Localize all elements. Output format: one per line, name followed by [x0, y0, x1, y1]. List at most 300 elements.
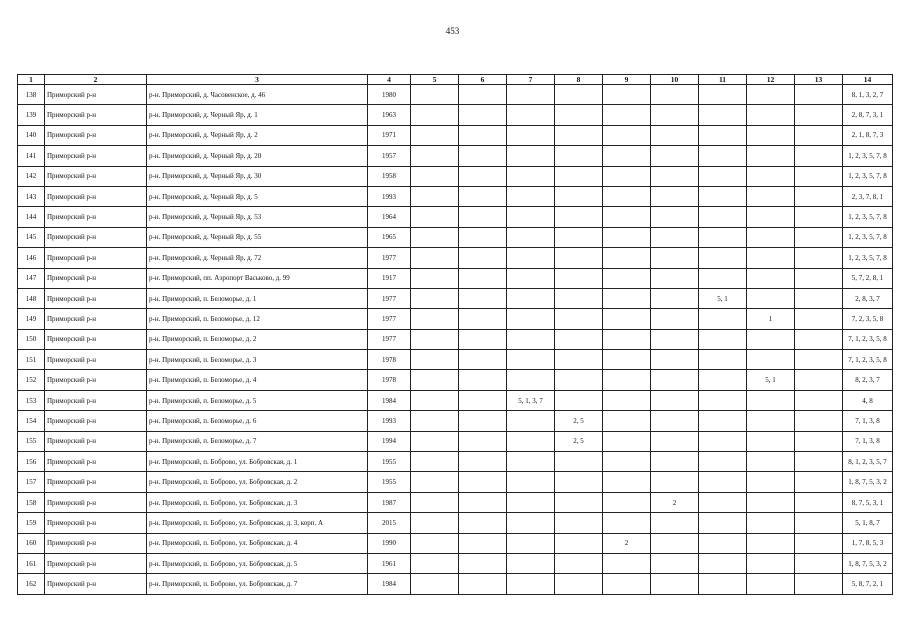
column-header: 12	[747, 75, 795, 85]
col12-cell	[747, 513, 795, 533]
column-header: 3	[147, 75, 368, 85]
col7-cell	[507, 166, 555, 186]
col7-cell	[507, 574, 555, 594]
col7-cell	[507, 533, 555, 553]
col5-cell	[411, 390, 459, 410]
col8-cell	[555, 533, 603, 553]
col7-cell	[507, 288, 555, 308]
table-row	[18, 411, 893, 431]
col7-cell	[507, 268, 555, 288]
col12-cell	[747, 350, 795, 370]
row-number-cell: 152	[18, 370, 45, 390]
col8-cell	[555, 248, 603, 268]
year-cell: 1977	[368, 329, 411, 349]
col14-cell: 7, 1, 3, 8	[843, 411, 893, 431]
col6-cell	[459, 472, 507, 492]
col13-cell	[795, 85, 843, 105]
col13-cell	[795, 492, 843, 512]
col14-cell: 7, 1, 2, 3, 5, 8	[843, 350, 893, 370]
table-row	[18, 472, 893, 492]
col8-cell	[555, 207, 603, 227]
col11-cell	[699, 166, 747, 186]
table-row	[18, 309, 893, 329]
registry-table	[17, 74, 893, 595]
row-number-cell: 144	[18, 207, 45, 227]
row-number-cell: 160	[18, 533, 45, 553]
year-cell: 1965	[368, 227, 411, 247]
table-row	[18, 186, 893, 206]
col6-cell	[459, 370, 507, 390]
year-cell: 1964	[368, 207, 411, 227]
col14-cell: 5, 7, 2, 8, 1	[843, 268, 893, 288]
col8-cell	[555, 452, 603, 472]
col8-cell	[555, 125, 603, 145]
col5-cell	[411, 207, 459, 227]
col13-cell	[795, 268, 843, 288]
col12-cell	[747, 472, 795, 492]
col14-cell: 5, 1, 8, 7	[843, 513, 893, 533]
address-cell: р-н. Приморский, д. Черный Яр, д. 1	[147, 105, 368, 125]
col13-cell	[795, 411, 843, 431]
year-cell: 1978	[368, 350, 411, 370]
col12-cell	[747, 207, 795, 227]
address-cell: р-н. Приморский, п. Беломорье, д. 4	[147, 370, 368, 390]
row-number-cell: 155	[18, 431, 45, 451]
col12-cell: 5, 1	[747, 370, 795, 390]
year-cell: 1984	[368, 574, 411, 594]
col11-cell	[699, 248, 747, 268]
col14-cell: 1, 8, 7, 5, 3, 2	[843, 472, 893, 492]
row-number-cell: 140	[18, 125, 45, 145]
col7-cell: 5, 1, 3, 7	[507, 390, 555, 410]
col9-cell	[603, 166, 651, 186]
col13-cell	[795, 146, 843, 166]
col8-cell	[555, 105, 603, 125]
col14-cell: 8, 1, 2, 3, 5, 7	[843, 452, 893, 472]
year-cell: 1977	[368, 309, 411, 329]
col6-cell	[459, 207, 507, 227]
col10-cell	[651, 105, 699, 125]
col14-cell: 1, 2, 3, 5, 7, 8	[843, 248, 893, 268]
col12-cell	[747, 227, 795, 247]
col10-cell	[651, 288, 699, 308]
col8-cell	[555, 329, 603, 349]
district-cell: Приморский р-н	[45, 390, 147, 410]
col13-cell	[795, 574, 843, 594]
address-cell: р-н. Приморский, д. Черный Яр, д. 55	[147, 227, 368, 247]
col14-cell: 1, 2, 3, 5, 7, 8	[843, 227, 893, 247]
col11-cell	[699, 105, 747, 125]
year-cell: 1971	[368, 125, 411, 145]
col14-cell: 7, 1, 2, 3, 5, 8	[843, 329, 893, 349]
col9-cell	[603, 248, 651, 268]
district-cell: Приморский р-н	[45, 186, 147, 206]
col9-cell	[603, 105, 651, 125]
year-cell: 1977	[368, 248, 411, 268]
col12-cell	[747, 533, 795, 553]
col12-cell: 1	[747, 309, 795, 329]
col10-cell	[651, 431, 699, 451]
col8-cell	[555, 390, 603, 410]
col5-cell	[411, 533, 459, 553]
year-cell: 2015	[368, 513, 411, 533]
col14-cell: 2, 8, 7, 3, 1	[843, 105, 893, 125]
row-number-cell: 142	[18, 166, 45, 186]
col13-cell	[795, 125, 843, 145]
year-cell: 1961	[368, 553, 411, 573]
col13-cell	[795, 472, 843, 492]
col12-cell	[747, 452, 795, 472]
table-row	[18, 574, 893, 594]
col6-cell	[459, 268, 507, 288]
year-cell: 1980	[368, 85, 411, 105]
col14-cell: 1, 8, 7, 5, 3, 2	[843, 553, 893, 573]
col9-cell	[603, 411, 651, 431]
col14-cell: 8, 7, 5, 3, 1	[843, 492, 893, 512]
col7-cell	[507, 329, 555, 349]
col13-cell	[795, 166, 843, 186]
row-number-cell: 147	[18, 268, 45, 288]
row-number-cell: 159	[18, 513, 45, 533]
year-cell: 1977	[368, 288, 411, 308]
header-row	[18, 75, 893, 85]
col6-cell	[459, 248, 507, 268]
col13-cell	[795, 309, 843, 329]
col9-cell	[603, 472, 651, 492]
col11-cell	[699, 85, 747, 105]
col5-cell	[411, 472, 459, 492]
district-cell: Приморский р-н	[45, 329, 147, 349]
col12-cell	[747, 166, 795, 186]
district-cell: Приморский р-н	[45, 370, 147, 390]
col9-cell	[603, 492, 651, 512]
col11-cell	[699, 146, 747, 166]
table-row	[18, 492, 893, 512]
year-cell: 1978	[368, 370, 411, 390]
col5-cell	[411, 105, 459, 125]
col8-cell	[555, 370, 603, 390]
row-number-cell: 139	[18, 105, 45, 125]
col5-cell	[411, 125, 459, 145]
column-header: 5	[411, 75, 459, 85]
table-row	[18, 533, 893, 553]
col14-cell: 2, 3, 7, 8, 1	[843, 186, 893, 206]
table-row	[18, 553, 893, 573]
col6-cell	[459, 513, 507, 533]
col10-cell	[651, 390, 699, 410]
column-header: 8	[555, 75, 603, 85]
col10-cell	[651, 533, 699, 553]
col11-cell	[699, 227, 747, 247]
col8-cell	[555, 472, 603, 492]
col5-cell	[411, 166, 459, 186]
col7-cell	[507, 85, 555, 105]
col5-cell	[411, 350, 459, 370]
col9-cell	[603, 513, 651, 533]
column-header: 11	[699, 75, 747, 85]
table-row	[18, 431, 893, 451]
col12-cell	[747, 390, 795, 410]
col5-cell	[411, 288, 459, 308]
col8-cell: 2, 5	[555, 411, 603, 431]
table-row	[18, 166, 893, 186]
address-cell: р-н. Приморский, пп. Аэропорт Васьково, д. 99	[147, 268, 368, 288]
col11-cell	[699, 513, 747, 533]
district-cell: Приморский р-н	[45, 452, 147, 472]
district-cell: Приморский р-н	[45, 513, 147, 533]
col13-cell	[795, 533, 843, 553]
col11-cell	[699, 370, 747, 390]
year-cell: 1994	[368, 431, 411, 451]
col7-cell	[507, 309, 555, 329]
col10-cell	[651, 411, 699, 431]
row-number-cell: 153	[18, 390, 45, 410]
col12-cell	[747, 574, 795, 594]
col9-cell	[603, 370, 651, 390]
col12-cell	[747, 492, 795, 512]
col9-cell	[603, 329, 651, 349]
col12-cell	[747, 186, 795, 206]
col11-cell	[699, 125, 747, 145]
col11-cell: 5, 1	[699, 288, 747, 308]
col14-cell: 8, 2, 3, 7	[843, 370, 893, 390]
district-cell: Приморский р-н	[45, 574, 147, 594]
table-row	[18, 452, 893, 472]
col7-cell	[507, 370, 555, 390]
col13-cell	[795, 329, 843, 349]
col6-cell	[459, 288, 507, 308]
col10-cell	[651, 207, 699, 227]
column-header: 1	[18, 75, 45, 85]
col11-cell	[699, 207, 747, 227]
col6-cell	[459, 125, 507, 145]
col8-cell	[555, 268, 603, 288]
col12-cell	[747, 146, 795, 166]
table-body	[18, 85, 893, 595]
col11-cell	[699, 492, 747, 512]
col9-cell	[603, 553, 651, 573]
row-number-cell: 145	[18, 227, 45, 247]
col5-cell	[411, 553, 459, 573]
col8-cell	[555, 288, 603, 308]
col9-cell	[603, 146, 651, 166]
row-number-cell: 143	[18, 186, 45, 206]
col6-cell	[459, 390, 507, 410]
column-header: 14	[843, 75, 893, 85]
address-cell: р-н. Приморский, п. Беломорье, д. 2	[147, 329, 368, 349]
col6-cell	[459, 574, 507, 594]
col7-cell	[507, 472, 555, 492]
col11-cell	[699, 431, 747, 451]
col6-cell	[459, 533, 507, 553]
table-row	[18, 146, 893, 166]
district-cell: Приморский р-н	[45, 350, 147, 370]
col10-cell: 2	[651, 492, 699, 512]
table-row	[18, 207, 893, 227]
row-number-cell: 138	[18, 85, 45, 105]
col10-cell	[651, 452, 699, 472]
col5-cell	[411, 146, 459, 166]
col9-cell	[603, 574, 651, 594]
col11-cell	[699, 186, 747, 206]
col8-cell	[555, 186, 603, 206]
col5-cell	[411, 227, 459, 247]
address-cell: р-н. Приморский, д. Черный Яр, д. 30	[147, 166, 368, 186]
row-number-cell: 158	[18, 492, 45, 512]
year-cell: 1955	[368, 472, 411, 492]
district-cell: Приморский р-н	[45, 125, 147, 145]
address-cell: р-н. Приморский, п. Беломорье, д. 1	[147, 288, 368, 308]
col11-cell	[699, 574, 747, 594]
col9-cell	[603, 431, 651, 451]
col9-cell	[603, 452, 651, 472]
col6-cell	[459, 186, 507, 206]
col14-cell: 1, 2, 3, 5, 7, 8	[843, 166, 893, 186]
table-row	[18, 513, 893, 533]
table-row	[18, 370, 893, 390]
address-cell: р-н. Приморский, п. Беломорье, д. 5	[147, 390, 368, 410]
district-cell: Приморский р-н	[45, 553, 147, 573]
col9-cell	[603, 268, 651, 288]
col13-cell	[795, 288, 843, 308]
address-cell: р-н. Приморский, д. Черный Яр, д. 20	[147, 146, 368, 166]
col9-cell	[603, 207, 651, 227]
col14-cell: 4, 8	[843, 390, 893, 410]
col10-cell	[651, 186, 699, 206]
col8-cell	[555, 350, 603, 370]
column-header: 4	[368, 75, 411, 85]
col8-cell	[555, 492, 603, 512]
col10-cell	[651, 166, 699, 186]
col8-cell: 2, 5	[555, 431, 603, 451]
col10-cell	[651, 227, 699, 247]
col7-cell	[507, 186, 555, 206]
district-cell: Приморский р-н	[45, 105, 147, 125]
col12-cell	[747, 329, 795, 349]
address-cell: р-н. Приморский, п. Беломорье, д. 6	[147, 411, 368, 431]
col14-cell: 2, 8, 3, 7	[843, 288, 893, 308]
col5-cell	[411, 85, 459, 105]
col14-cell: 1, 2, 3, 5, 7, 8	[843, 207, 893, 227]
row-number-cell: 156	[18, 452, 45, 472]
col8-cell	[555, 146, 603, 166]
col7-cell	[507, 227, 555, 247]
address-cell: р-н. Приморский, п. Боброво, ул. Бобровская, д. 7	[147, 574, 368, 594]
col11-cell	[699, 553, 747, 573]
col12-cell	[747, 125, 795, 145]
col12-cell	[747, 553, 795, 573]
col9-cell	[603, 309, 651, 329]
col14-cell: 2, 1, 8, 7, 3	[843, 125, 893, 145]
col9-cell	[603, 186, 651, 206]
district-cell: Приморский р-н	[45, 411, 147, 431]
col13-cell	[795, 207, 843, 227]
address-cell: р-н. Приморский, п. Боброво, ул. Бобровская, д. 2	[147, 472, 368, 492]
col9-cell	[603, 125, 651, 145]
col13-cell	[795, 513, 843, 533]
col7-cell	[507, 513, 555, 533]
year-cell: 1993	[368, 186, 411, 206]
col7-cell	[507, 125, 555, 145]
col6-cell	[459, 85, 507, 105]
district-cell: Приморский р-н	[45, 472, 147, 492]
address-cell: р-н. Приморский, п. Боброво, ул. Бобровская, д. 5	[147, 553, 368, 573]
col9-cell	[603, 350, 651, 370]
row-number-cell: 150	[18, 329, 45, 349]
col13-cell	[795, 370, 843, 390]
col10-cell	[651, 125, 699, 145]
district-cell: Приморский р-н	[45, 85, 147, 105]
col5-cell	[411, 492, 459, 512]
col5-cell	[411, 574, 459, 594]
col13-cell	[795, 227, 843, 247]
col7-cell	[507, 248, 555, 268]
col6-cell	[459, 227, 507, 247]
col13-cell	[795, 390, 843, 410]
column-header: 6	[459, 75, 507, 85]
col10-cell	[651, 309, 699, 329]
year-cell: 1955	[368, 452, 411, 472]
district-cell: Приморский р-н	[45, 146, 147, 166]
col14-cell: 7, 1, 3, 8	[843, 431, 893, 451]
row-number-cell: 157	[18, 472, 45, 492]
col12-cell	[747, 411, 795, 431]
table-row	[18, 85, 893, 105]
table-row	[18, 329, 893, 349]
row-number-cell: 154	[18, 411, 45, 431]
col5-cell	[411, 268, 459, 288]
row-number-cell: 161	[18, 553, 45, 573]
row-number-cell: 146	[18, 248, 45, 268]
col10-cell	[651, 370, 699, 390]
col5-cell	[411, 411, 459, 431]
col11-cell	[699, 350, 747, 370]
address-cell: р-н. Приморский, д. Черный Яр, д. 53	[147, 207, 368, 227]
col6-cell	[459, 329, 507, 349]
col5-cell	[411, 452, 459, 472]
col5-cell	[411, 431, 459, 451]
col14-cell: 7, 2, 3, 5, 8	[843, 309, 893, 329]
row-number-cell: 162	[18, 574, 45, 594]
col13-cell	[795, 105, 843, 125]
col11-cell	[699, 390, 747, 410]
col10-cell	[651, 146, 699, 166]
column-header: 10	[651, 75, 699, 85]
col14-cell: 8, 1, 3, 2, 7	[843, 85, 893, 105]
district-cell: Приморский р-н	[45, 533, 147, 553]
table-row	[18, 105, 893, 125]
col6-cell	[459, 146, 507, 166]
col13-cell	[795, 186, 843, 206]
col6-cell	[459, 452, 507, 472]
col8-cell	[555, 85, 603, 105]
address-cell: р-н. Приморский, п. Боброво, ул. Бобровская, д. 3	[147, 492, 368, 512]
col11-cell	[699, 472, 747, 492]
col5-cell	[411, 186, 459, 206]
col9-cell	[603, 390, 651, 410]
col7-cell	[507, 411, 555, 431]
col9-cell	[603, 227, 651, 247]
year-cell: 1993	[368, 411, 411, 431]
col10-cell	[651, 329, 699, 349]
table-row	[18, 248, 893, 268]
col10-cell	[651, 248, 699, 268]
col6-cell	[459, 105, 507, 125]
col10-cell	[651, 553, 699, 573]
col8-cell	[555, 309, 603, 329]
row-number-cell: 148	[18, 288, 45, 308]
col11-cell	[699, 533, 747, 553]
